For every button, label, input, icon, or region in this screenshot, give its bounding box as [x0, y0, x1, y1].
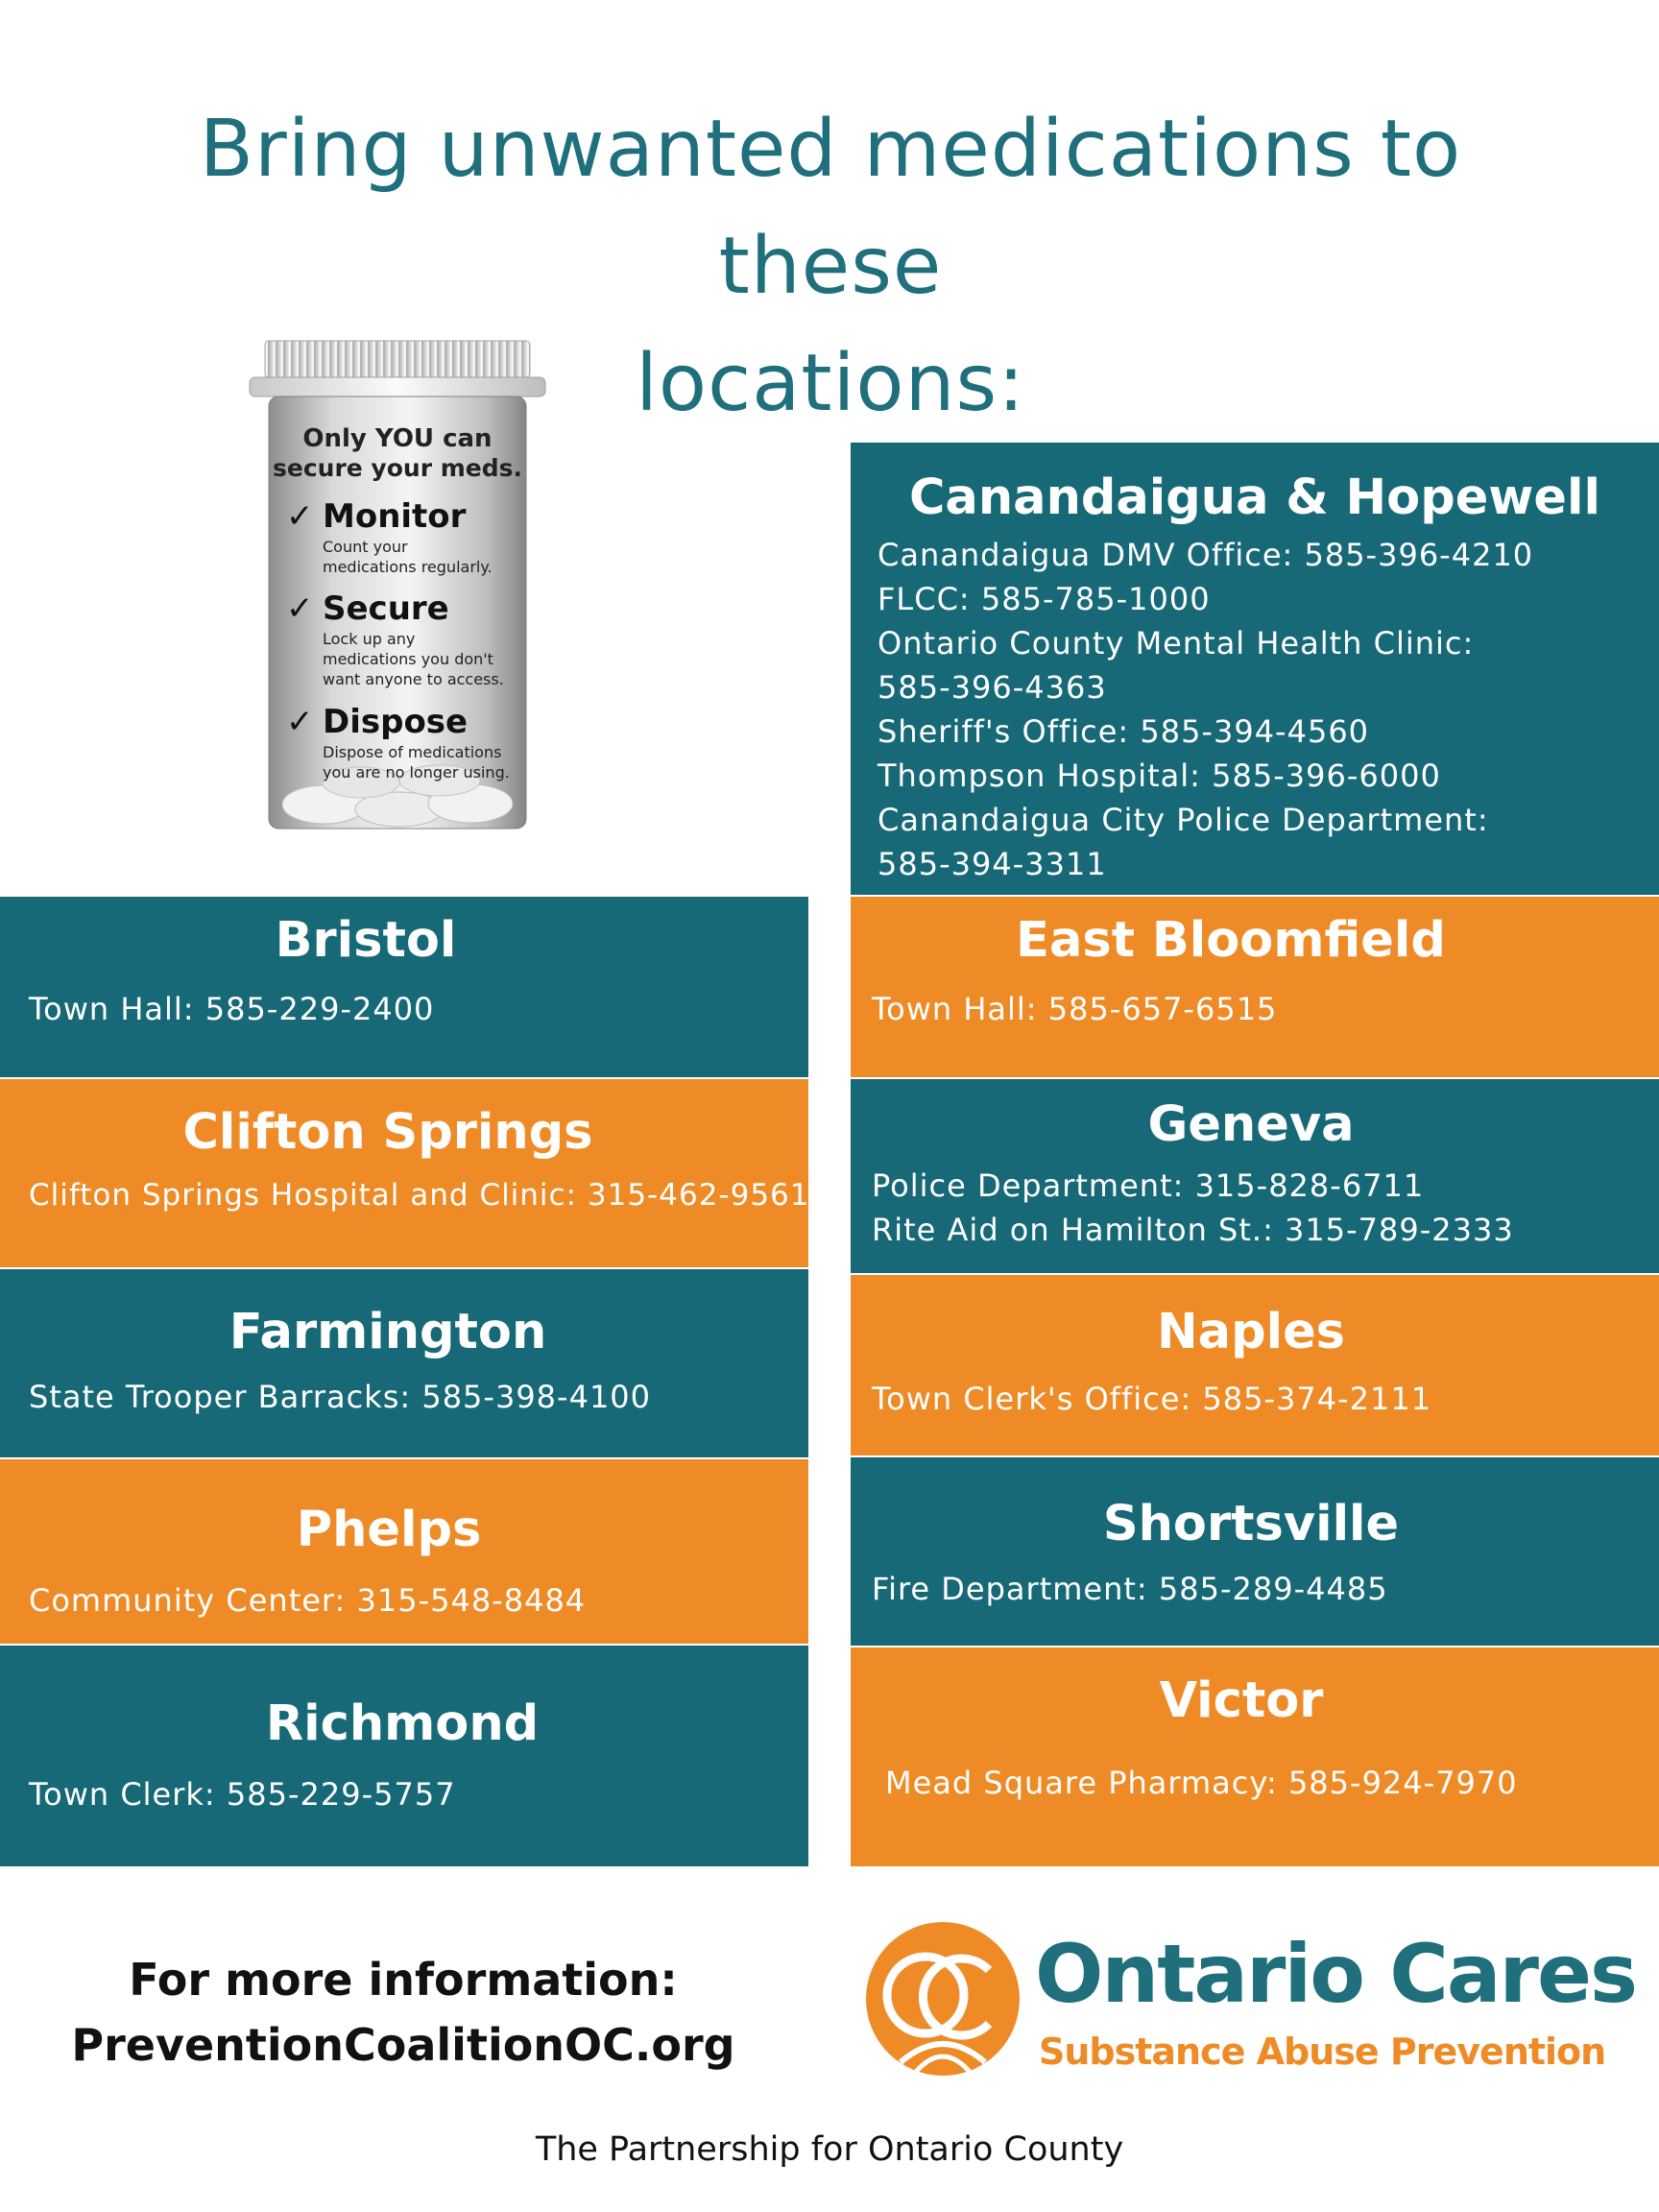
- location-farmington: [0, 1269, 808, 1457]
- check-icon: ✓: [286, 703, 314, 741]
- bottle-item-desc: you are no longer using.: [323, 763, 510, 781]
- location-line: Clifton Springs Hospital and Clinic: 315-462-9561: [29, 1178, 810, 1213]
- page-title-line-1: Bring unwanted medications to these: [199, 104, 1462, 312]
- location-name: Phelps: [296, 1502, 482, 1558]
- location-line: Town Clerk: 585-229-5757: [29, 1776, 456, 1813]
- location-line: Fire Department: 585-289-4485: [872, 1571, 1388, 1607]
- location-bristol: [0, 897, 808, 1077]
- location-richmond: [0, 1646, 808, 1866]
- bottle-item-desc: medications you don't: [323, 650, 493, 668]
- location-name: Bristol: [275, 912, 457, 969]
- location-line: Canandaigua City Police Department:: [878, 802, 1489, 838]
- partnership-text: The Partnership for Ontario County: [535, 2130, 1124, 2169]
- bottle-item-desc: want anyone to access.: [323, 670, 504, 688]
- location-line: Thompson Hospital: 585-396-6000: [878, 757, 1441, 794]
- location-line: Town Hall: 585-229-2400: [29, 991, 435, 1027]
- bottle-item-title: Secure: [323, 589, 449, 628]
- location-name: Shortsville: [1102, 1496, 1400, 1552]
- check-icon: ✓: [286, 497, 314, 536]
- bottle-item-desc: medications regularly.: [323, 558, 493, 576]
- location-line: State Trooper Barracks: 585-398-4100: [29, 1379, 652, 1415]
- location-clifton-springs: [0, 1079, 808, 1267]
- location-name: Clifton Springs: [182, 1104, 593, 1161]
- bottle-headline-2: secure your meds.: [272, 454, 523, 482]
- location-line: Ontario County Mental Health Clinic:: [878, 625, 1475, 661]
- location-victor: [851, 1647, 1659, 1866]
- bottle-item-title: Monitor: [323, 497, 467, 536]
- website-link[interactable]: PreventionCoalitionOC.org: [71, 2019, 735, 2071]
- location-line: Town Hall: 585-657-6515: [872, 991, 1278, 1027]
- location-east-bloomfield: [851, 897, 1659, 1077]
- bottle-item-desc: Lock up any: [323, 630, 416, 648]
- bottle-headline-1: Only YOU can: [302, 424, 493, 453]
- location-line: FLCC: 585-785-1000: [878, 581, 1211, 617]
- location-naples: [851, 1275, 1659, 1455]
- location-geneva: [851, 1079, 1659, 1273]
- location-line: Canandaigua DMV Office: 585-396-4210: [878, 537, 1534, 573]
- bottle-item-desc: Dispose of medications: [323, 743, 502, 761]
- location-line: Town Clerk's Office: 585-374-2111: [872, 1381, 1432, 1417]
- ontario-cares-logo-icon: [862, 1918, 1023, 2080]
- location-line: Mead Square Pharmacy: 585-924-7970: [885, 1765, 1518, 1801]
- location-line: 585-396-4363: [878, 669, 1107, 706]
- pill-bottle-image: [248, 339, 547, 838]
- bottle-item-desc: Count your: [323, 538, 408, 556]
- location-line: Police Department: 315-828-6711: [872, 1167, 1425, 1204]
- location-name: Richmond: [265, 1695, 540, 1752]
- location-name: Farmington: [228, 1304, 547, 1360]
- page-title-line-2: locations:: [636, 338, 1025, 429]
- location-line: Rite Aid on Hamilton St.: 315-789-2333: [872, 1212, 1514, 1248]
- location-phelps: [0, 1459, 808, 1644]
- location-shortsville: [851, 1457, 1659, 1646]
- location-canandaigua-hopewell: [851, 443, 1659, 895]
- check-icon: ✓: [286, 589, 314, 628]
- brand-tagline: Substance Abuse Prevention: [1039, 2031, 1606, 2073]
- bottle-item-title: Dispose: [323, 703, 469, 741]
- location-name: East Bloomfield: [1016, 912, 1446, 969]
- location-line: Community Center: 315-548-8484: [29, 1582, 587, 1619]
- brand-name: Ontario Cares: [1035, 1927, 1636, 2021]
- location-name: Naples: [1156, 1304, 1346, 1360]
- location-name: Canandaigua & Hopewell: [909, 469, 1600, 526]
- location-line: 585-394-3311: [878, 846, 1107, 882]
- more-info-label: For more information:: [129, 1954, 678, 2006]
- location-name: Geneva: [1147, 1096, 1355, 1153]
- more-info-block: [58, 1947, 749, 2078]
- location-line: Sheriff's Office: 585-394-4560: [878, 713, 1370, 750]
- location-name: Victor: [1159, 1672, 1324, 1729]
